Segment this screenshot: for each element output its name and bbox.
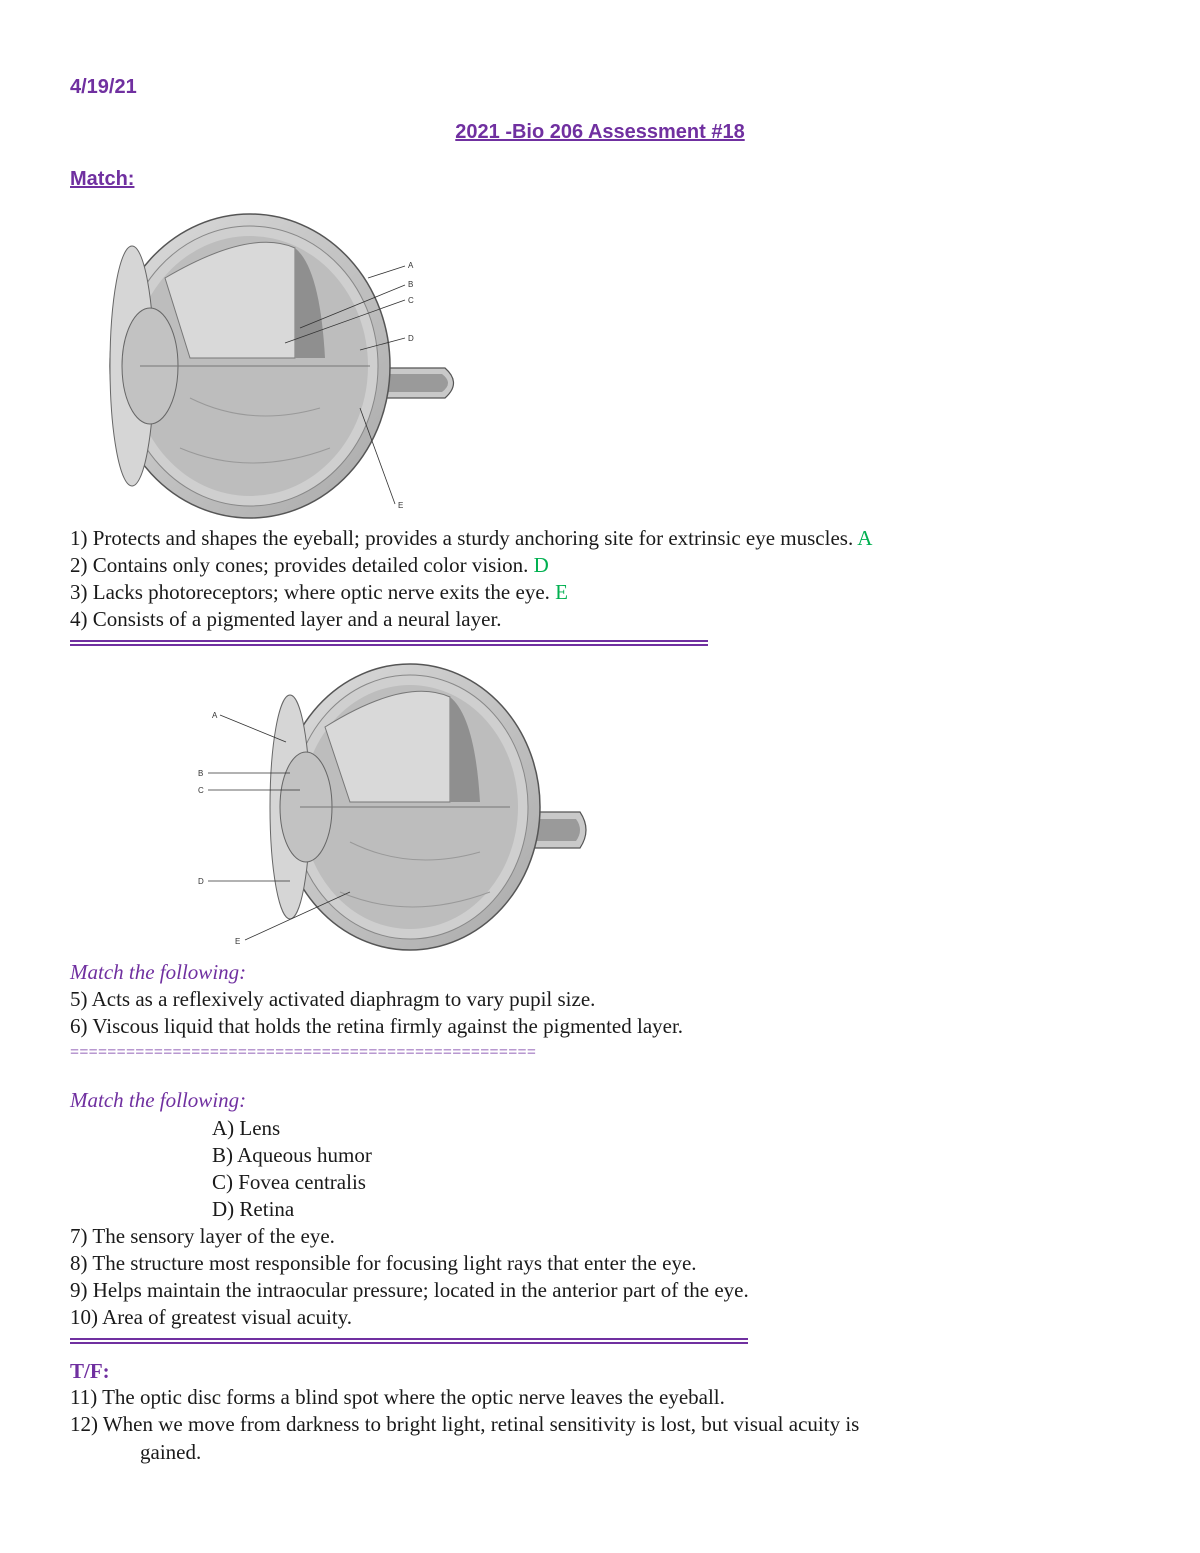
date: 4/19/21	[70, 76, 137, 98]
diagram1-label-a: A	[408, 261, 414, 270]
question-1: 1) Protects and shapes the eyeball; provides a sturdy anchoring site for extrinsic eye muscles. A	[70, 526, 873, 550]
question-12-continuation: gained.	[140, 1440, 202, 1464]
option-a: A) Lens	[212, 1116, 281, 1140]
divider-2: ==================================================	[70, 1044, 537, 1061]
option-c: C) Fovea centralis	[212, 1170, 366, 1194]
answer-2: D	[533, 553, 549, 577]
diagram1-label-b: B	[408, 280, 414, 289]
option-b: B) Aqueous humor	[212, 1143, 372, 1167]
question-9: 9) Helps maintain the intraocular pressure; located in the anterior part of the eye.	[70, 1278, 749, 1302]
question-5: 5) Acts as a reflexively activated diaphragm to vary pupil size.	[70, 987, 596, 1011]
question-11: 11) The optic disc forms a blind spot where the optic nerve leaves the eyeball.	[70, 1385, 725, 1409]
section1-heading: Match:	[70, 168, 135, 190]
diagram2-label-b: B	[198, 769, 204, 778]
question-10: 10) Area of greatest visual acuity.	[70, 1305, 353, 1329]
question-8: 8) The structure most responsible for focusing light rays that enter the eye.	[70, 1251, 697, 1275]
answer-3: E	[555, 580, 568, 604]
eye-diagram-2	[190, 662, 595, 957]
section3-heading: Match the following:	[70, 1088, 247, 1112]
diagram2-label-e: E	[235, 937, 241, 946]
question-2: 2) Contains only cones; provides detailed color vision. D	[70, 553, 549, 577]
diagram2-label-c: C	[198, 786, 204, 795]
section4-heading: T/F:	[70, 1359, 110, 1383]
divider-1	[70, 640, 708, 646]
page-title: 2021 -Bio 206 Assessment #18	[455, 121, 745, 143]
diagram1-label-c: C	[408, 296, 414, 305]
question-4: 4) Consists of a pigmented layer and a neural layer.	[70, 607, 502, 631]
answer-1: A	[857, 526, 873, 550]
section2-heading: Match the following:	[70, 960, 247, 984]
question-12: 12) When we move from darkness to bright light, retinal sensitivity is lost, but visual acuity is	[70, 1412, 860, 1436]
diagram2-label-d: D	[198, 877, 204, 886]
eye-diagram-1	[70, 208, 470, 526]
question-3: 3) Lacks photoreceptors; where optic nerve exits the eye. E	[70, 580, 568, 604]
diagram2-label-a: A	[212, 711, 218, 720]
diagram1-label-e: E	[398, 501, 404, 510]
divider-3	[70, 1338, 748, 1344]
question-6: 6) Viscous liquid that holds the retina firmly against the pigmented layer.	[70, 1014, 684, 1038]
diagram1-label-d: D	[408, 334, 414, 343]
question-7: 7) The sensory layer of the eye.	[70, 1224, 335, 1248]
option-d: D) Retina	[212, 1197, 295, 1221]
